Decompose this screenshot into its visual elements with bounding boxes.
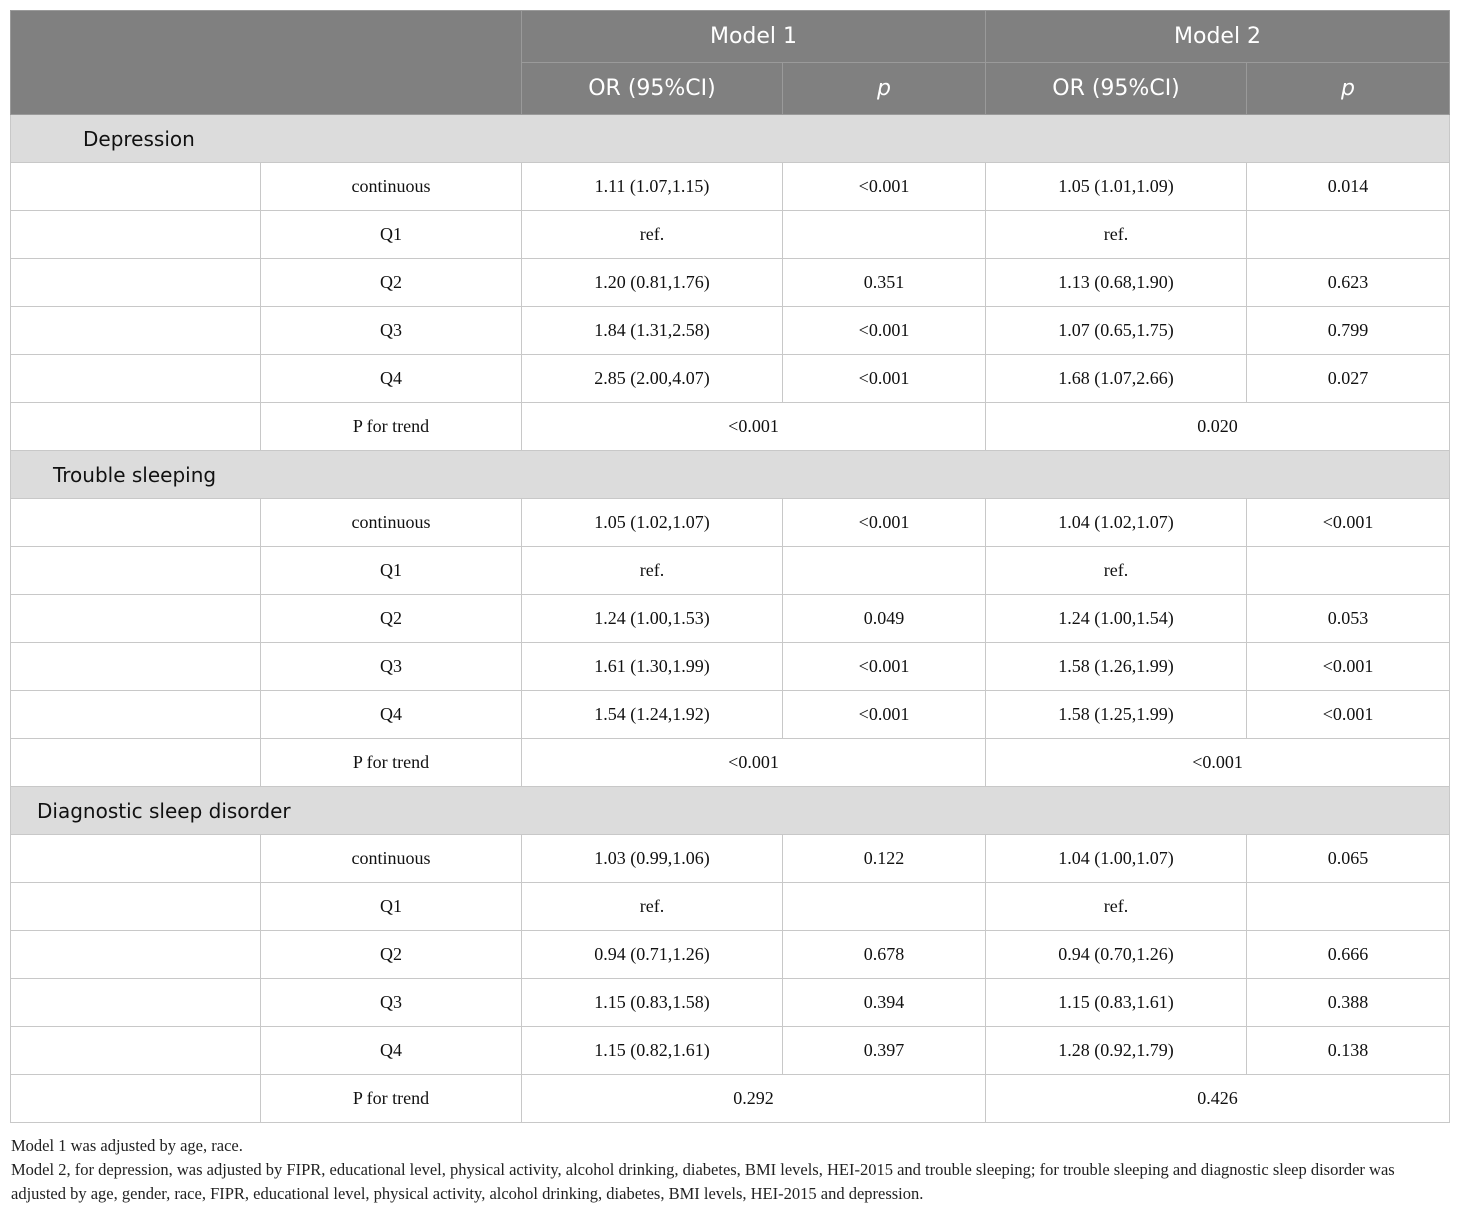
trend-label: P for trend: [261, 403, 522, 451]
table-row: [11, 979, 1450, 1027]
blank-cell: [11, 1027, 261, 1075]
row-label: continuous: [261, 499, 522, 547]
model1-p: <0.001: [783, 307, 986, 355]
model1-or: 1.05 (1.02,1.07): [522, 499, 783, 547]
table-row: [11, 595, 1450, 643]
blank-cell: [11, 307, 261, 355]
section-title-cell: [11, 451, 1450, 499]
model2-or: 1.04 (1.00,1.07): [986, 835, 1247, 883]
table-row: [11, 307, 1450, 355]
blank-cell: [11, 979, 261, 1027]
table-row: [11, 499, 1450, 547]
blank-cell: [11, 355, 261, 403]
model1-or: 1.61 (1.30,1.99): [522, 643, 783, 691]
model2-p: 0.027: [1247, 355, 1450, 403]
model1-p: 0.394: [783, 979, 986, 1027]
row-label: Q4: [261, 691, 522, 739]
table-row: [11, 643, 1450, 691]
trend-model2: 0.426: [986, 1075, 1450, 1123]
trend-row: [11, 739, 1450, 787]
results-table: [10, 10, 1450, 1123]
model1-or: 1.15 (0.82,1.61): [522, 1027, 783, 1075]
blank-cell: [11, 595, 261, 643]
blank-cell: [11, 1075, 261, 1123]
model1-p: 0.049: [783, 595, 986, 643]
row-label: Q1: [261, 211, 522, 259]
model1-or: 1.03 (0.99,1.06): [522, 835, 783, 883]
table-row: [11, 211, 1450, 259]
row-label: Q4: [261, 355, 522, 403]
model2-or: 1.28 (0.92,1.79): [986, 1027, 1247, 1075]
row-label: Q2: [261, 931, 522, 979]
trend-row: [11, 403, 1450, 451]
table-row: [11, 691, 1450, 739]
header-model2: Model 2: [986, 11, 1450, 63]
header-model1: Model 1: [522, 11, 986, 63]
table-row: [11, 259, 1450, 307]
row-label: continuous: [261, 835, 522, 883]
model2-or: 1.15 (0.83,1.61): [986, 979, 1247, 1027]
model2-p: 0.138: [1247, 1027, 1450, 1075]
model2-or: ref.: [986, 211, 1247, 259]
table-row: [11, 163, 1450, 211]
model2-p: <0.001: [1247, 691, 1450, 739]
trend-model1: 0.292: [522, 1075, 986, 1123]
model2-p: [1247, 211, 1450, 259]
table-row: [11, 883, 1450, 931]
blank-cell: [11, 691, 261, 739]
model1-p: <0.001: [783, 163, 986, 211]
model1-or: 1.11 (1.07,1.15): [522, 163, 783, 211]
blank-cell: [11, 931, 261, 979]
model2-or: 1.13 (0.68,1.90): [986, 259, 1247, 307]
model2-or: 1.07 (0.65,1.75): [986, 307, 1247, 355]
model2-p: 0.623: [1247, 259, 1450, 307]
model2-p: 0.014: [1247, 163, 1450, 211]
blank-cell: [11, 835, 261, 883]
model1-p: 0.678: [783, 931, 986, 979]
section-title: Depression: [83, 126, 195, 151]
model1-p: [783, 547, 986, 595]
model2-p: [1247, 547, 1450, 595]
model1-p: [783, 211, 986, 259]
section-header-row: [11, 787, 1450, 835]
model1-p: <0.001: [783, 643, 986, 691]
blank-cell: [11, 547, 261, 595]
model2-p: 0.666: [1247, 931, 1450, 979]
model1-p: <0.001: [783, 691, 986, 739]
model2-or: 1.68 (1.07,2.66): [986, 355, 1247, 403]
model2-or: ref.: [986, 547, 1247, 595]
section-title: Trouble sleeping: [53, 462, 217, 487]
table-row: [11, 835, 1450, 883]
row-label: Q2: [261, 259, 522, 307]
trend-model1: <0.001: [522, 403, 986, 451]
row-label: Q3: [261, 643, 522, 691]
table-row: [11, 355, 1450, 403]
model2-or: 1.05 (1.01,1.09): [986, 163, 1247, 211]
section-title: Diagnostic sleep disorder: [37, 798, 291, 823]
blank-cell: [11, 739, 261, 787]
header-model1-p: p: [783, 63, 986, 115]
model2-or: 1.58 (1.25,1.99): [986, 691, 1247, 739]
section-header-row: [11, 451, 1450, 499]
section-title-cell: [11, 115, 1450, 163]
model1-or: ref.: [522, 547, 783, 595]
trend-model2: <0.001: [986, 739, 1450, 787]
blank-cell: [11, 499, 261, 547]
model1-or: 0.94 (0.71,1.26): [522, 931, 783, 979]
model1-p: 0.122: [783, 835, 986, 883]
trend-label: P for trend: [261, 1075, 522, 1123]
model2-p: <0.001: [1247, 643, 1450, 691]
model1-p: 0.351: [783, 259, 986, 307]
row-label: Q4: [261, 1027, 522, 1075]
section-title-cell: [11, 787, 1450, 835]
model1-or: 1.24 (1.00,1.53): [522, 595, 783, 643]
model2-p: [1247, 883, 1450, 931]
model2-or: 1.58 (1.26,1.99): [986, 643, 1247, 691]
model2-p: <0.001: [1247, 499, 1450, 547]
table-body: [11, 115, 1450, 1123]
model1-or: 1.15 (0.83,1.58): [522, 979, 783, 1027]
table-header: [11, 11, 1450, 115]
blank-cell: [11, 259, 261, 307]
model2-p: 0.388: [1247, 979, 1450, 1027]
row-label: Q3: [261, 307, 522, 355]
model1-or: 1.20 (0.81,1.76): [522, 259, 783, 307]
header-blank-cell: [11, 11, 522, 115]
blank-cell: [11, 163, 261, 211]
row-label: continuous: [261, 163, 522, 211]
table-footnotes: [11, 1134, 1451, 1206]
trend-model1: <0.001: [522, 739, 986, 787]
model1-or: 2.85 (2.00,4.07): [522, 355, 783, 403]
blank-cell: [11, 643, 261, 691]
blank-cell: [11, 211, 261, 259]
model1-or: ref.: [522, 211, 783, 259]
model2-or: 0.94 (0.70,1.26): [986, 931, 1247, 979]
header-model1-or: OR (95%CI): [522, 63, 783, 115]
model2-p: 0.053: [1247, 595, 1450, 643]
header-model2-or: OR (95%CI): [986, 63, 1247, 115]
header-model2-p: p: [1247, 63, 1450, 115]
model2-p: 0.065: [1247, 835, 1450, 883]
model1-or: 1.54 (1.24,1.92): [522, 691, 783, 739]
model1-or: ref.: [522, 883, 783, 931]
row-label: Q2: [261, 595, 522, 643]
trend-label: P for trend: [261, 739, 522, 787]
model1-p: <0.001: [783, 499, 986, 547]
model1-or: 1.84 (1.31,2.58): [522, 307, 783, 355]
model1-p: [783, 883, 986, 931]
footnote-model1: Model 1 was adjusted by age, race.: [11, 1136, 243, 1155]
table-row: [11, 1027, 1450, 1075]
table-row: [11, 547, 1450, 595]
blank-cell: [11, 883, 261, 931]
model2-or: 1.04 (1.02,1.07): [986, 499, 1247, 547]
trend-row: [11, 1075, 1450, 1123]
section-header-row: [11, 115, 1450, 163]
model2-or: 1.24 (1.00,1.54): [986, 595, 1247, 643]
blank-cell: [11, 403, 261, 451]
trend-model2: 0.020: [986, 403, 1450, 451]
model2-or: ref.: [986, 883, 1247, 931]
model2-p: 0.799: [1247, 307, 1450, 355]
row-label: Q1: [261, 547, 522, 595]
row-label: Q3: [261, 979, 522, 1027]
model1-p: <0.001: [783, 355, 986, 403]
model1-p: 0.397: [783, 1027, 986, 1075]
row-label: Q1: [261, 883, 522, 931]
table-row: [11, 931, 1450, 979]
footnote-model2: Model 2, for depression, was adjusted by FIPR, educational level, physical activity, alcohol drinking, diabetes, BMI levels, HEI-2015 and trouble sleeping; for trouble sleeping and diagnostic sleep disorder was adjusted by age, gender, race, FIPR, educational level, physical activity, alcohol drinking, diabetes, BMI levels, HEI-2015 and depression.: [11, 1160, 1395, 1203]
